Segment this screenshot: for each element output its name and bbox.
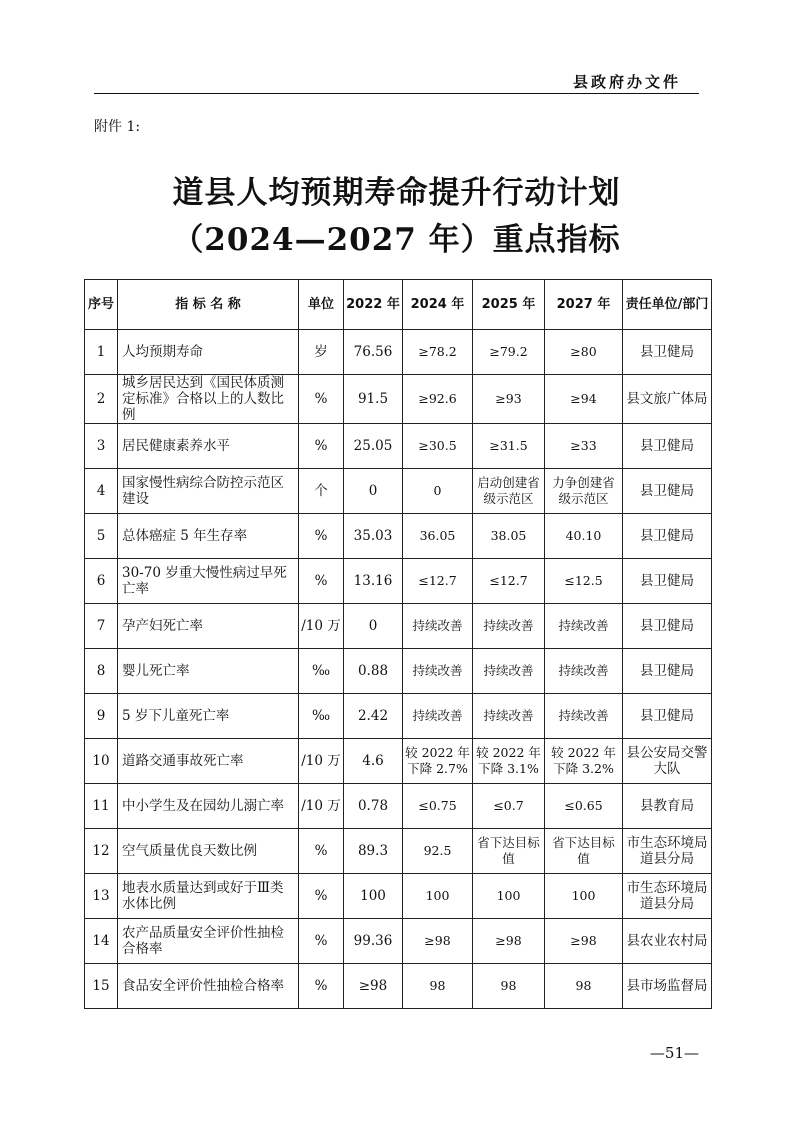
cell-2022: 25.05	[344, 424, 403, 469]
cell-2022: ≥98	[344, 964, 403, 1009]
cell-seq: 15	[85, 964, 118, 1009]
cell-2025: 持续改善	[473, 649, 545, 694]
cell-2027: ≥98	[545, 919, 623, 964]
cell-2024: 持续改善	[403, 604, 473, 649]
cell-2027: 持续改善	[545, 604, 623, 649]
cell-unit: ‰	[299, 694, 344, 739]
cell-dept: 县公安局交警大队	[623, 739, 712, 784]
page-number: —51—	[649, 1044, 699, 1062]
cell-2022: 0.78	[344, 784, 403, 829]
cell-2025: ≥79.2	[473, 330, 545, 375]
table-row	[85, 964, 712, 1009]
header-2027: 2027 年	[545, 280, 623, 330]
table-row	[85, 694, 712, 739]
cell-indicator-name: 中小学生及在园幼儿溺亡率	[118, 784, 299, 829]
header-2022: 2022 年	[344, 280, 403, 330]
table-row	[85, 784, 712, 829]
cell-seq: 6	[85, 559, 118, 604]
cell-2027: 40.10	[545, 514, 623, 559]
cell-dept: 县卫健局	[623, 604, 712, 649]
cell-unit: %	[299, 424, 344, 469]
cell-dept: 县卫健局	[623, 330, 712, 375]
cell-dept: 县农业农村局	[623, 919, 712, 964]
table-row	[85, 604, 712, 649]
cell-unit: /10 万	[299, 784, 344, 829]
cell-2027: 持续改善	[545, 694, 623, 739]
cell-2022: 0	[344, 469, 403, 514]
cell-indicator-name: 婴儿死亡率	[118, 649, 299, 694]
cell-unit: %	[299, 874, 344, 919]
cell-2025: ≤0.7	[473, 784, 545, 829]
table-row	[85, 424, 712, 469]
cell-2025: 100	[473, 874, 545, 919]
cell-seq: 12	[85, 829, 118, 874]
cell-unit: 岁	[299, 330, 344, 375]
cell-indicator-name: 30-70 岁重大慢性病过早死亡率	[118, 559, 299, 604]
cell-seq: 8	[85, 649, 118, 694]
cell-unit: %	[299, 514, 344, 559]
cell-dept: 县卫健局	[623, 559, 712, 604]
cell-2024: 持续改善	[403, 649, 473, 694]
cell-unit: ‰	[299, 649, 344, 694]
cell-2024: 100	[403, 874, 473, 919]
cell-2024: 36.05	[403, 514, 473, 559]
cell-2024: ≤12.7	[403, 559, 473, 604]
cell-2022: 2.42	[344, 694, 403, 739]
cell-seq: 5	[85, 514, 118, 559]
cell-seq: 2	[85, 375, 118, 424]
cell-seq: 3	[85, 424, 118, 469]
cell-dept: 县卫健局	[623, 514, 712, 559]
cell-indicator-name: 居民健康素养水平	[118, 424, 299, 469]
table-row	[85, 375, 712, 424]
header-name: 指 标 名 称	[118, 280, 299, 330]
cell-2027: 较 2022 年下降 3.2%	[545, 739, 623, 784]
table-row	[85, 739, 712, 784]
cell-seq: 7	[85, 604, 118, 649]
cell-2024: ≥78.2	[403, 330, 473, 375]
cell-seq: 11	[85, 784, 118, 829]
cell-indicator-name: 总体癌症 5 年生存率	[118, 514, 299, 559]
key-indicators-table	[84, 279, 712, 1009]
cell-dept: 市生态环境局道县分局	[623, 874, 712, 919]
document-header-label: 县政府办文件	[572, 73, 681, 91]
cell-indicator-name: 人均预期寿命	[118, 330, 299, 375]
header-divider	[94, 93, 699, 94]
cell-seq: 14	[85, 919, 118, 964]
cell-2025: 较 2022 年下降 3.1%	[473, 739, 545, 784]
cell-2022: 76.56	[344, 330, 403, 375]
cell-dept: 县卫健局	[623, 694, 712, 739]
cell-2025: ≥31.5	[473, 424, 545, 469]
cell-indicator-name: 城乡居民达到《国民体质测定标准》合格以上的人数比例	[118, 375, 299, 424]
cell-2022: 99.36	[344, 919, 403, 964]
header-dept: 责任单位/部门	[623, 280, 712, 330]
table-row	[85, 919, 712, 964]
cell-2022: 89.3	[344, 829, 403, 874]
cell-indicator-name: 国家慢性病综合防控示范区建设	[118, 469, 299, 514]
cell-unit: %	[299, 559, 344, 604]
header-seq: 序号	[85, 280, 118, 330]
cell-2025: 38.05	[473, 514, 545, 559]
cell-2024: 92.5	[403, 829, 473, 874]
cell-dept: 市生态环境局道县分局	[623, 829, 712, 874]
cell-2027: 98	[545, 964, 623, 1009]
cell-2025: 启动创建省级示范区	[473, 469, 545, 514]
cell-dept: 县卫健局	[623, 649, 712, 694]
cell-indicator-name: 农产品质量安全评价性抽检合格率	[118, 919, 299, 964]
cell-indicator-name: 5 岁下儿童死亡率	[118, 694, 299, 739]
cell-seq: 1	[85, 330, 118, 375]
table-row	[85, 559, 712, 604]
cell-2024: ≤0.75	[403, 784, 473, 829]
cell-2025: 持续改善	[473, 694, 545, 739]
cell-2024: 98	[403, 964, 473, 1009]
cell-dept: 县文旅广体局	[623, 375, 712, 424]
cell-2027: 100	[545, 874, 623, 919]
cell-indicator-name: 食品安全评价性抽检合格率	[118, 964, 299, 1009]
header-unit: 单位	[299, 280, 344, 330]
table-row	[85, 469, 712, 514]
cell-2027: ≥80	[545, 330, 623, 375]
cell-unit: /10 万	[299, 739, 344, 784]
table-row	[85, 829, 712, 874]
cell-unit: /10 万	[299, 604, 344, 649]
cell-seq: 13	[85, 874, 118, 919]
cell-2024: 0	[403, 469, 473, 514]
cell-2025: 持续改善	[473, 604, 545, 649]
cell-indicator-name: 地表水质量达到或好于Ⅲ类水体比例	[118, 874, 299, 919]
cell-unit: 个	[299, 469, 344, 514]
cell-2027: 力争创建省级示范区	[545, 469, 623, 514]
table-row	[85, 514, 712, 559]
cell-2022: 13.16	[344, 559, 403, 604]
cell-2022: 4.6	[344, 739, 403, 784]
cell-indicator-name: 孕产妇死亡率	[118, 604, 299, 649]
cell-unit: %	[299, 829, 344, 874]
cell-indicator-name: 道路交通事故死亡率	[118, 739, 299, 784]
cell-2027: 持续改善	[545, 649, 623, 694]
cell-2024: ≥98	[403, 919, 473, 964]
cell-2024: ≥92.6	[403, 375, 473, 424]
document-title-line-2: （2024—2027 年）重点指标	[172, 222, 621, 258]
cell-2027: ≤0.65	[545, 784, 623, 829]
table-row	[85, 874, 712, 919]
attachment-label: 附件 1:	[94, 119, 141, 135]
cell-seq: 10	[85, 739, 118, 784]
header-2024: 2024 年	[403, 280, 473, 330]
cell-2027: ≥33	[545, 424, 623, 469]
cell-2022: 0.88	[344, 649, 403, 694]
document-title-line-1: 道县人均预期寿命提升行动计划	[172, 175, 621, 211]
cell-2025: 省下达目标值	[473, 829, 545, 874]
cell-2024: 持续改善	[403, 694, 473, 739]
cell-seq: 4	[85, 469, 118, 514]
header-2025: 2025 年	[473, 280, 545, 330]
cell-2024: 较 2022 年下降 2.7%	[403, 739, 473, 784]
cell-2025: ≤12.7	[473, 559, 545, 604]
cell-2022: 91.5	[344, 375, 403, 424]
cell-2025: ≥93	[473, 375, 545, 424]
table-row	[85, 649, 712, 694]
cell-unit: %	[299, 964, 344, 1009]
cell-2024: ≥30.5	[403, 424, 473, 469]
cell-seq: 9	[85, 694, 118, 739]
cell-indicator-name: 空气质量优良天数比例	[118, 829, 299, 874]
cell-2022: 0	[344, 604, 403, 649]
cell-unit: %	[299, 919, 344, 964]
cell-2025: 98	[473, 964, 545, 1009]
cell-2022: 100	[344, 874, 403, 919]
cell-unit: %	[299, 375, 344, 424]
cell-2022: 35.03	[344, 514, 403, 559]
cell-2027: 省下达目标值	[545, 829, 623, 874]
cell-2027: ≥94	[545, 375, 623, 424]
cell-2027: ≤12.5	[545, 559, 623, 604]
cell-dept: 县卫健局	[623, 424, 712, 469]
cell-2025: ≥98	[473, 919, 545, 964]
cell-dept: 县市场监督局	[623, 964, 712, 1009]
table-row	[85, 330, 712, 375]
cell-dept: 县教育局	[623, 784, 712, 829]
table-header-row	[85, 280, 712, 330]
cell-dept: 县卫健局	[623, 469, 712, 514]
